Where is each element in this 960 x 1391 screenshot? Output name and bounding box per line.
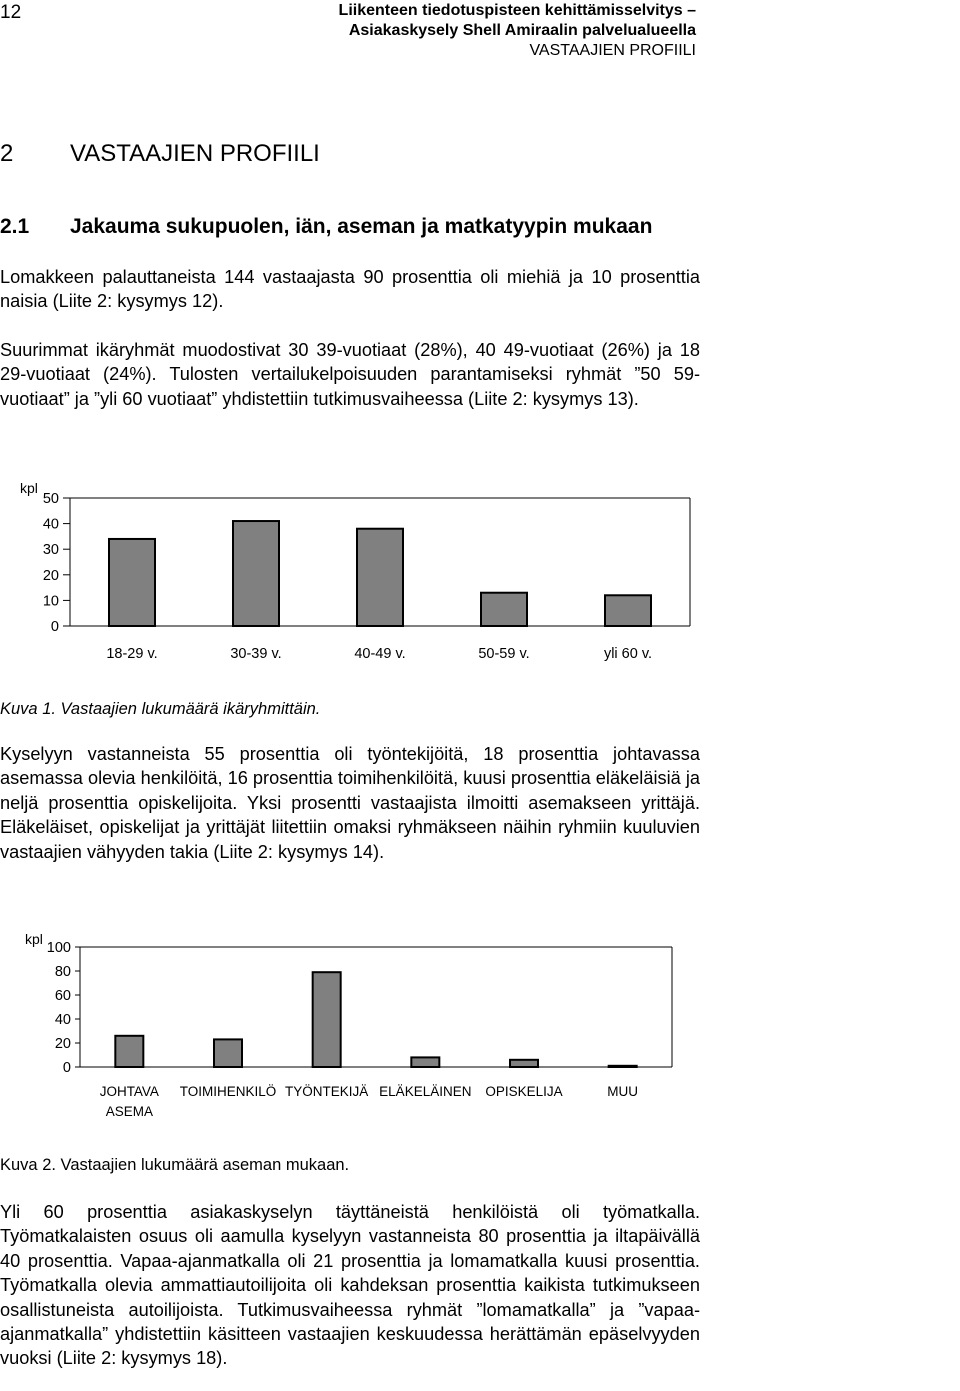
running-header-line1: Liikenteen tiedotuspisteen kehittämisselvitys –	[338, 2, 696, 19]
paragraph-gender: Lomakkeen palauttaneista 144 vastaajasta 90 prosenttia oli miehiä ja 10 prosenttia naisia (Liite 2: kysymys 12).	[0, 267, 700, 312]
y-tick-label: 20	[42, 567, 59, 584]
x-category-label: ELÄKELÄINEN	[379, 1084, 472, 1099]
y-tick-label: 40	[42, 516, 59, 533]
bar	[233, 521, 279, 626]
age-bar-chart	[0, 470, 700, 670]
section-title: VASTAAJIEN PROFIILI	[70, 140, 320, 167]
bar	[605, 595, 651, 626]
y-tick-label: 10	[42, 593, 59, 610]
y-tick-label: 20	[54, 1036, 71, 1052]
paragraph-position: Kyselyyn vastanneista 55 prosenttia oli työntekijöitä, 18 prosenttia johtavassa asemassa olevia henkilöitä, 16 prosenttia toimihenkilöitä, kuusi prosenttia eläkeläisiä ja neljä prosenttia opiskelijoita. Yksi prosentti vastaajista ilmoitti asemakseen yrittäjä. Eläkeläiset, opiskelijat ja yrittäjät liitettiin omaksi ryhmäkseen näihin ryhmiin kuuluvien vastaajien vähyyden takia (Liite 2: kysymys 14).	[0, 744, 700, 862]
x-category-label: yli 60 v.	[603, 646, 653, 662]
position-bar-chart	[0, 925, 700, 1125]
y-tick-label: 0	[50, 619, 59, 635]
y-tick-label: 40	[54, 1012, 71, 1028]
x-category-label: 50-59 v.	[478, 646, 530, 662]
y-tick-label: 60	[54, 988, 71, 1004]
bar	[115, 1036, 143, 1067]
y-tick-label: 50	[42, 491, 59, 507]
running-header-line3: VASTAAJIEN PROFIILI	[529, 42, 696, 59]
bar	[313, 972, 341, 1067]
page-number: 12	[0, 2, 22, 23]
y-axis-label: kpl	[20, 480, 38, 496]
section-heading	[0, 140, 320, 168]
y-tick-label: 30	[42, 542, 59, 559]
figure2-caption: Kuva 2. Vastaajien lukumäärä aseman mukaan.	[0, 1156, 350, 1174]
x-category-label: TOIMIHENKILÖ	[179, 1084, 277, 1099]
x-category-label: MUU	[607, 1084, 639, 1099]
subsection-heading	[0, 215, 652, 239]
figure1-caption: Kuva 1. Vastaajien lukumäärä ikäryhmittäin.	[0, 700, 321, 718]
bar	[109, 539, 155, 626]
subsection-title: Jakauma sukupuolen, iän, aseman ja matkatyypin mukaan	[70, 215, 653, 238]
bar	[214, 1039, 242, 1067]
x-category-label: JOHTAVA	[99, 1084, 159, 1099]
section-number: 2	[0, 140, 14, 167]
x-category-label: OPISKELIJA	[485, 1084, 563, 1099]
paragraph-age: Suurimmat ikäryhmät muodostivat 30 39-vuotiaat (28%), 40 49-vuotiaat (26%) ja 18 29-vuotiaat (24%). Tulosten vertailukelpoisuuden parantamiseksi ryhmät ”50 59-vuotiaat” ja ”yli 60 vuotiaat” yhdistettiin tutkimusvaiheessa (Liite 2: kysymys 13).	[0, 340, 700, 409]
bar	[357, 529, 403, 626]
bar	[510, 1060, 538, 1067]
y-tick-label: 80	[54, 964, 71, 980]
bar	[609, 1066, 637, 1067]
x-category-label: TYÖNTEKIJÄ	[285, 1084, 369, 1099]
x-category-label: 30-39 v.	[230, 646, 282, 662]
paragraph-trip-type: Yli 60 prosenttia asiakaskyselyn täyttäneistä henkilöistä oli työmatkalla. Työmatkalaisten osuus oli aamulla kyselyyn vastanneista 80 prosenttia ja iltapäivällä 40 prosenttia. Vapaa-ajanmatkalla oli 21 prosenttia ja lomamatkalla kuusi prosenttia. Työmatkalla olevia ammattiautoilijoita oli kahdeksan prosenttia kaikista tutkimukseen osallistuneista autoilijoista. Tutkimusvaiheessa ryhmät ”lomamatkalla” ja ”vapaa-ajanmatkalla” yhdistettiin käsitteen vastaajien keskuudessa herättämän epäselvyyden vuoksi (Liite 2: kysymys 18).	[0, 1202, 700, 1369]
running-header-line2: Asiakaskysely Shell Amiraalin palvelualueella	[348, 22, 696, 39]
x-category-label: ASEMA	[105, 1104, 153, 1119]
y-axis-label: kpl	[25, 931, 43, 947]
y-tick-label: 100	[46, 940, 71, 956]
x-category-label: 40-49 v.	[354, 646, 406, 662]
bar	[481, 593, 527, 626]
bar	[411, 1057, 439, 1067]
y-tick-label: 0	[62, 1060, 71, 1076]
subsection-number: 2.1	[0, 215, 30, 238]
x-category-label: 18-29 v.	[106, 646, 158, 662]
